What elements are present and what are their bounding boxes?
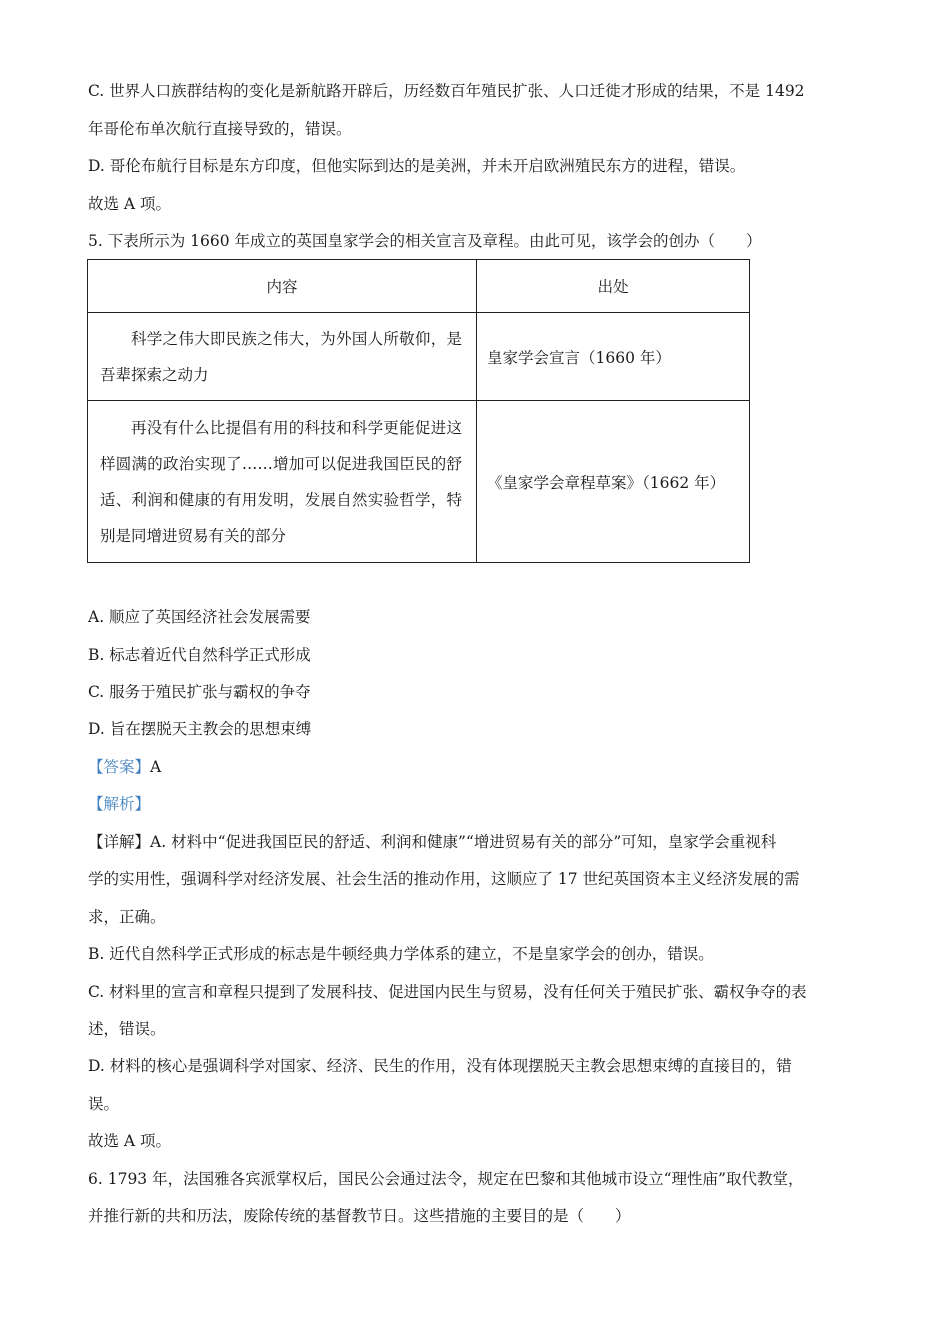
detail-line-3: 求，正确。 <box>88 908 166 926</box>
detail-text: A. 材料中“促进我国臣民的舒适、利润和健康”“增进贸易有关的部分”可知，皇家学会重视科 <box>150 833 777 851</box>
row-content: 再没有什么比提倡有用的科技和科学更能促进这样圆满的政治实现了……增加可以促进我国臣民的舒适、利润和健康的有用发明，发展自然实验哲学，特别是同增进贸易有关的部分 <box>88 401 477 563</box>
row-source: 《皇家学会章程草案》（1662 年） <box>477 401 750 563</box>
answer-value: A <box>150 758 162 776</box>
question-5-stem: 5. 下表所示为 1660 年成立的英国皇家学会的相关宣言及章程。由此可见，该学会的创办（ ） <box>88 232 762 250</box>
detail-line-7: D. 材料的核心是强调科学对国家、经济、民生的作用，没有体现摆脱天主教会思想束缚的直接目的，错 <box>88 1057 792 1075</box>
detail-label: 【详解】 <box>88 833 151 851</box>
question-6-stem-line2: 并推行新的共和历法，废除传统的基督教节日。这些措施的主要目的是（ ） <box>88 1207 631 1225</box>
detail-line-2: 学的实用性，强调科学对经济发展、社会生活的推动作用，这顺应了 17 世纪英国资本主义经济发展的需 <box>88 870 800 888</box>
row-content: 科学之伟大即民族之伟大，为外国人所敬仰，是吾辈探索之动力 <box>88 313 477 401</box>
table-row <box>88 313 750 401</box>
option-c: C. 服务于殖民扩张与霸权的争夺 <box>88 683 311 701</box>
question-6-stem-line1: 6. 1793 年，法国雅各宾派掌权后，国民公会通过法令，规定在巴黎和其他城市设立“理性庙”取代教堂， <box>88 1170 804 1188</box>
table-row <box>88 401 750 563</box>
prev-option-c-line2: 年哥伦布单次航行直接导致的，错误。 <box>88 120 352 138</box>
material-table <box>87 259 750 563</box>
analysis-label: 【解析】 <box>88 795 151 813</box>
option-a: A. 顺应了英国经济社会发展需要 <box>88 608 311 626</box>
prev-option-d: D. 哥伦布航行目标是东方印度，但他实际到达的是美洲，并未开启欧洲殖民东方的进程，错误。 <box>88 157 746 175</box>
option-d: D. 旨在摆脱天主教会的思想束缚 <box>88 720 312 738</box>
detail-line-6: 述，错误。 <box>88 1020 166 1038</box>
row-source: 皇家学会宣言（1660 年） <box>477 313 750 401</box>
detail-conclusion: 故选 A 项。 <box>88 1132 172 1150</box>
table-header-row <box>88 260 750 313</box>
detail-line-8: 误。 <box>88 1095 120 1113</box>
header-source: 出处 <box>477 260 750 313</box>
detail-line-4: B. 近代自然科学正式形成的标志是牛顿经典力学体系的建立，不是皇家学会的创办，错误。 <box>88 945 714 963</box>
answer-label: 【答案】 <box>88 758 151 776</box>
answer-line <box>88 756 863 778</box>
option-b: B. 标志着近代自然科学正式形成 <box>88 646 311 664</box>
prev-conclusion: 故选 A 项。 <box>88 195 172 213</box>
detail-line-1 <box>88 831 863 853</box>
header-content: 内容 <box>88 260 477 313</box>
detail-line-5: C. 材料里的宣言和章程只提到了发展科技、促进国内民生与贸易，没有任何关于殖民扩张、霸权争夺的表 <box>88 983 807 1001</box>
prev-option-c-line1: C. 世界人口族群结构的变化是新航路开辟后，历经数百年殖民扩张、人口迁徙才形成的结果，不是 1492 <box>88 82 805 100</box>
